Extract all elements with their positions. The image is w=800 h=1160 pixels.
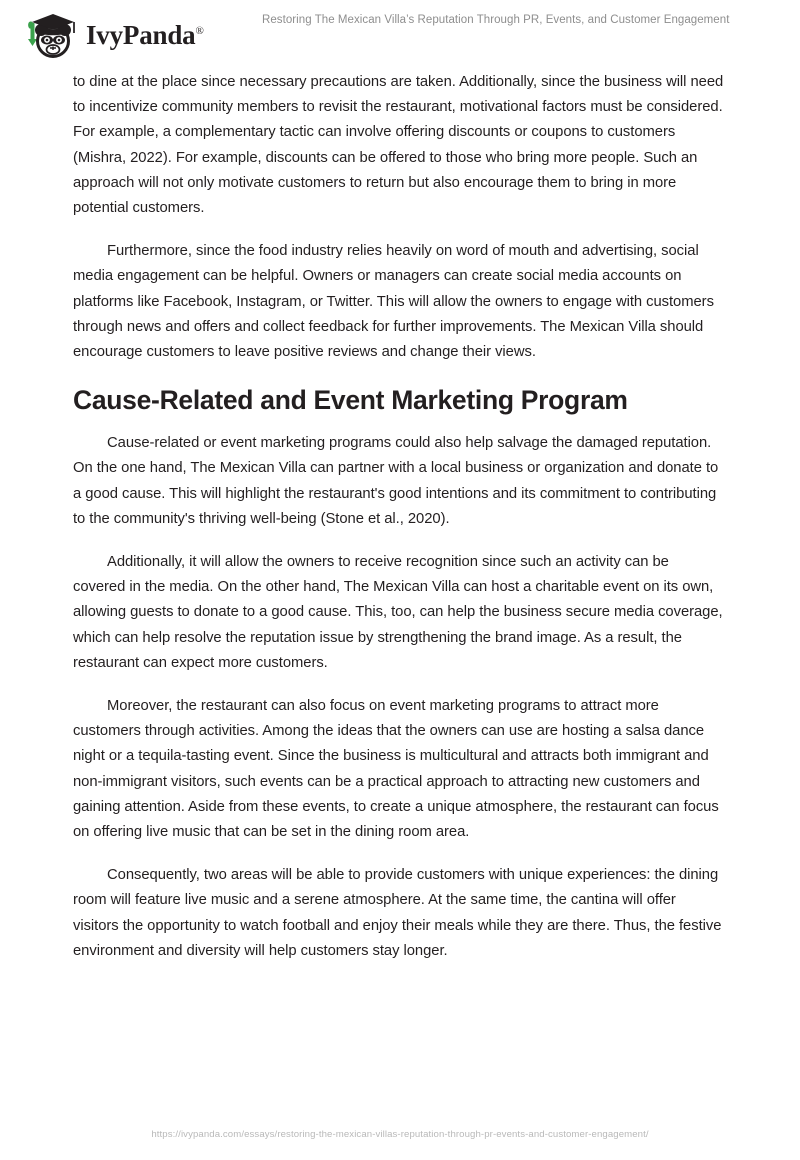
brand-name [86, 19, 204, 50]
page-header [0, 0, 800, 68]
paragraph: Moreover, the restaurant can also focus on event marketing programs to attract more customers through activities. Among the ideas that the owners can use are hosting a salsa dance night or a tequila-tasting event. Since the business is multicultural and attracts both immigrant and non-immigrant visitors, such events can be a practical approach to attracting new customers and gaining attention. Aside from these events, to create a unique atmosphere, the restaurant can focus on offering live music that can be set in the dining room area. [73, 698, 719, 841]
document-body [73, 70, 725, 982]
paragraph: Furthermore, since the food industry relies heavily on word of mouth and advertising, social media engagement can be helpful. Owners or managers can create social media accounts on platforms like Facebook, Instagram, or Twitter. This will allow the owners to engage with customers through news and offers and collect feedback for further improvements. The Mexican Villa should encourage customers to leave positive reviews and change their views. [73, 243, 714, 361]
page-title: Restoring The Mexican Villa’s Reputation Through PR, Events, and Customer Engagement [262, 14, 730, 26]
section-heading: Cause-Related and Event Marketing Program [73, 385, 628, 416]
page-footer [0, 1124, 800, 1142]
paragraph: Consequently, two areas will be able to provide customers with unique experiences: the dining room will feature live music and a serene atmosphere. At the same time, the cantina will offer visitors the opportunity to watch football and enjoy their meals while they are there. Thus, the festive environment and diversity will help customers stay longer. [73, 867, 722, 959]
paragraph: Additionally, it will allow the owners to receive recognition since such an activity can be covered in the media. On the other hand, The Mexican Villa can host a charitable event on its own, allowing guests to donate to a good cause. This, too, can help the business secure media coverage, which can help resolve the reputation issue by strengthening the brand image. As a result, the restaurant can expect more customers. [73, 554, 723, 671]
registered-trademark-icon: ® [195, 24, 204, 37]
brand-logo[interactable] [22, 10, 204, 60]
source-url-link[interactable]: https://ivypanda.com/essays/restoring-the-mexican-villas-reputation-through-pr-events-and-customer-engagement/ [151, 1129, 649, 1140]
paragraph: Cause-related or event marketing programs could also help salvage the damaged reputation. On the one hand, The Mexican Villa can partner with a local business or organization and donate to a good cause. This will highlight the restaurant's good intentions and its commitment to contributing to the community's thriving well-being (Stone et al., 2020). [73, 435, 719, 527]
panda-graduation-cap-logo-icon [22, 10, 80, 60]
paragraph: to dine at the place since necessary precautions are taken. Additionally, since the business will need to incentivize community members to revisit the restaurant, motivational factors must be considered. For example, a complementary tactic can involve offering discounts or coupons to customers (Mishra, 2022). For example, discounts can be offered to those who bring more people. Such an approach will not only motivate customers to return but also encourage them to bring in more potential customers. [73, 74, 724, 217]
brand-name-text: IvyPanda [86, 19, 196, 50]
